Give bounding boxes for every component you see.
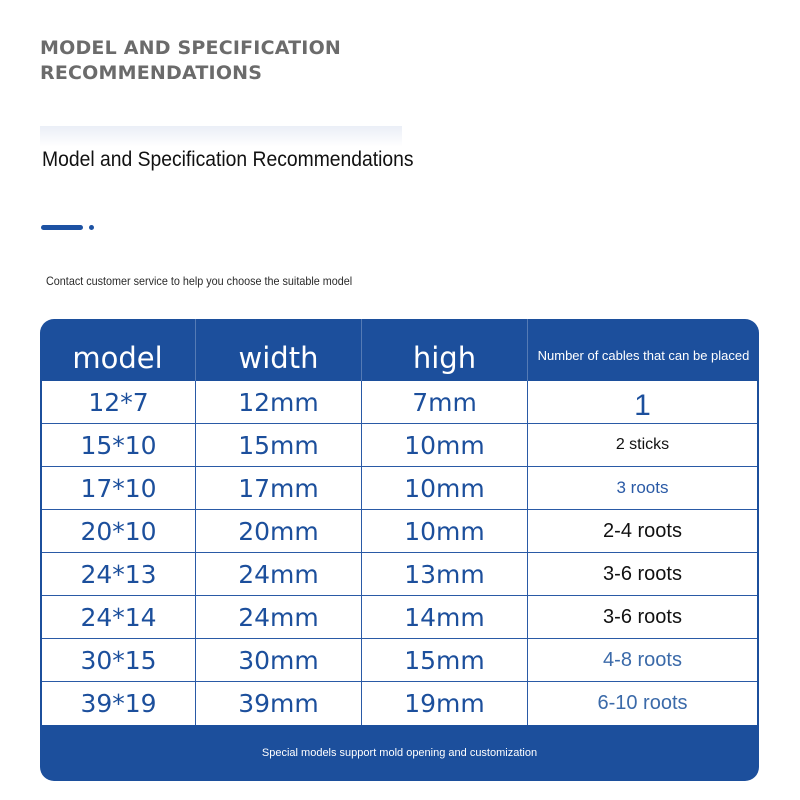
table-body bbox=[42, 381, 757, 725]
cell-high: 19mm bbox=[362, 682, 528, 725]
page-subtitle: Contact customer service to help you choose the suitable model bbox=[46, 274, 353, 288]
cell-model: 20*10 bbox=[42, 510, 196, 552]
accent-dot bbox=[89, 225, 94, 230]
cell-cables: 1 bbox=[634, 389, 651, 422]
cell-width: 12mm bbox=[196, 381, 362, 423]
cell-model: 15*10 bbox=[42, 424, 196, 466]
cell-cables: 3 roots bbox=[616, 478, 669, 497]
cell-width: 15mm bbox=[196, 424, 362, 466]
cell-cables: 3-6 roots bbox=[603, 605, 682, 628]
table-row bbox=[42, 596, 757, 639]
header-high: high bbox=[362, 319, 528, 381]
cell-width: 24mm bbox=[196, 596, 362, 638]
table-row bbox=[42, 639, 757, 682]
table-footer-note: Special models support mold opening and customization bbox=[261, 747, 538, 759]
cell-cables: 4-8 roots bbox=[603, 648, 682, 671]
cell-width: 17mm bbox=[196, 467, 362, 509]
cell-model: 30*15 bbox=[42, 639, 196, 681]
cell-width: 24mm bbox=[196, 553, 362, 595]
accent-bar bbox=[41, 225, 83, 230]
accent-divider bbox=[41, 225, 94, 230]
cell-high: 10mm bbox=[362, 424, 528, 466]
cell-cables: 3-6 roots bbox=[603, 562, 682, 585]
cell-high: 10mm bbox=[362, 467, 528, 509]
cell-high: 15mm bbox=[362, 639, 528, 681]
header-model: model bbox=[40, 319, 196, 381]
cell-width: 39mm bbox=[196, 682, 362, 725]
section-eyebrow bbox=[40, 36, 341, 86]
cell-high: 13mm bbox=[362, 553, 528, 595]
cell-width: 20mm bbox=[196, 510, 362, 552]
eyebrow-line-1: MODEL AND SPECIFICATION bbox=[40, 37, 342, 59]
spec-table bbox=[40, 319, 759, 781]
table-header-row bbox=[40, 319, 759, 381]
cell-model: 24*14 bbox=[42, 596, 196, 638]
header-width: width bbox=[196, 319, 362, 381]
cell-high: 10mm bbox=[362, 510, 528, 552]
cell-model: 17*10 bbox=[42, 467, 196, 509]
cell-model: 24*13 bbox=[42, 553, 196, 595]
cell-width: 30mm bbox=[196, 639, 362, 681]
table-row bbox=[42, 381, 757, 424]
table-row bbox=[42, 424, 757, 467]
ghost-band-decoration bbox=[40, 126, 402, 146]
cell-model: 39*19 bbox=[42, 682, 196, 725]
cell-cables: 2 sticks bbox=[615, 436, 670, 453]
cell-high: 14mm bbox=[362, 596, 528, 638]
table-row bbox=[42, 682, 757, 725]
header-cables: Number of cables that can be placed bbox=[537, 347, 750, 363]
table-row bbox=[42, 553, 757, 596]
cell-model: 12*7 bbox=[42, 381, 196, 423]
table-row bbox=[42, 510, 757, 553]
cell-high: 7mm bbox=[362, 381, 528, 423]
table-row bbox=[42, 467, 757, 510]
cell-cables: 2-4 roots bbox=[603, 519, 682, 542]
cell-cables: 6-10 roots bbox=[597, 692, 688, 714]
page-title: Model and Specification Recommendations bbox=[42, 148, 414, 171]
eyebrow-line-2: RECOMMENDATIONS bbox=[40, 62, 263, 84]
